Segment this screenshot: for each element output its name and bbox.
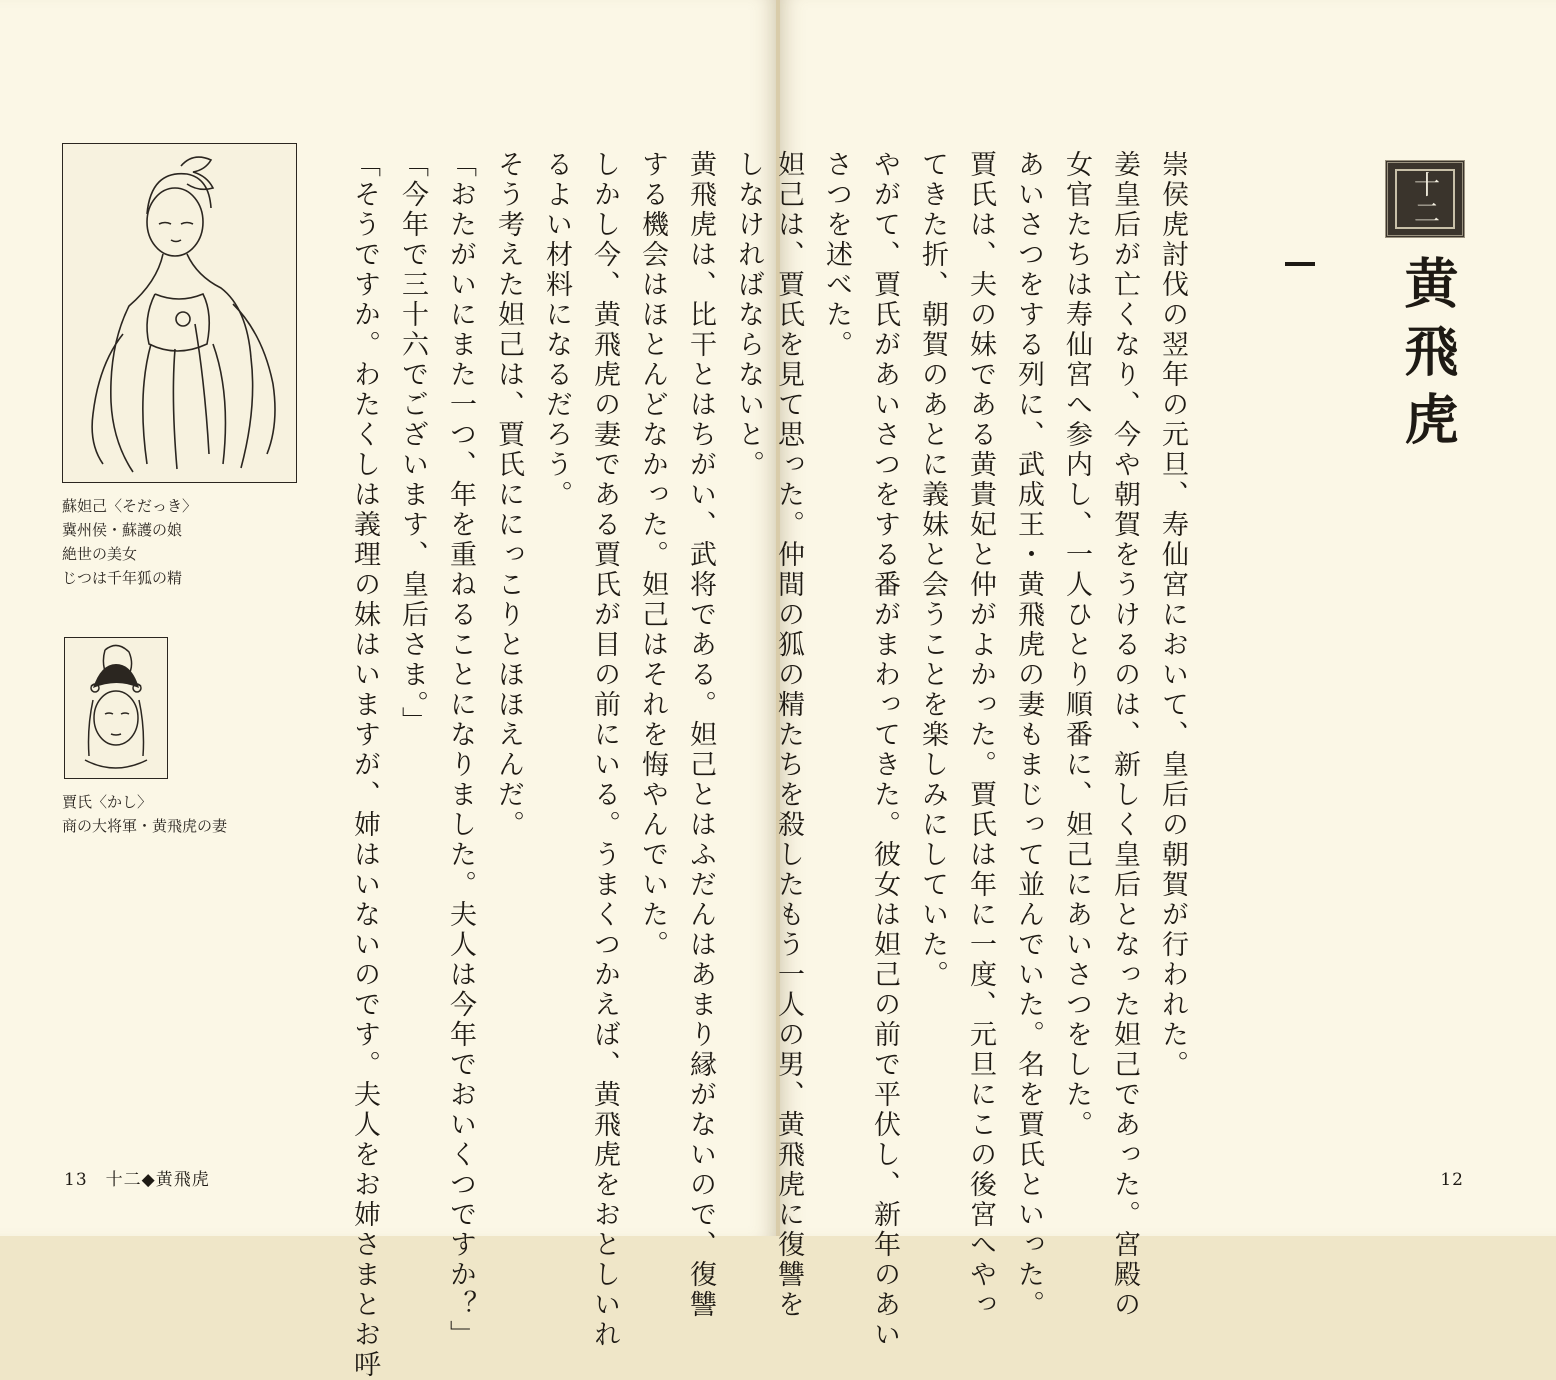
portrait-su-daji-caption <box>62 494 197 590</box>
portrait-jia-shi-caption <box>62 790 227 838</box>
left-page-body-text: しなければならないと。 黄飛虎は、比干とはちがい、武将である。妲己とはふだんはあまり縁がないので、復讐 する機会はほとんどなかった。妲己はそれを悔やんでいた。 しかし今、黄飛虎の妻である賈氏が目の前にいる。うまくつかえば、黄飛虎をおとしいれ るよい材料になるだろう。 そう考えた妲己は、賈氏ににっこりとほほえんだ。 「おたがいにまた一つ、年を重ねることになりました。夫人は今年でおいくつですか？」 「今年で三十六でございます、皇后さま。」 「そうですか。わたくしは義理の妹はいますが、姉はいないのです。夫人をお姉さまとお呼 <box>349 150 764 1380</box>
portrait-su-daji-icon <box>62 143 297 483</box>
section-marker <box>1285 262 1315 266</box>
left-page-folio: 13 十二◆黄飛虎 <box>64 1170 210 1190</box>
right-page <box>773 0 1556 1350</box>
portrait-su-daji-name: 蘇妲己〈そだっき〉 <box>62 497 198 515</box>
chapter-number-badge <box>1385 160 1465 238</box>
portrait-su-daji-line: 冀州侯・蘇護の娘 <box>62 521 183 539</box>
right-page-folio: 12 <box>1440 1170 1464 1190</box>
portrait-su-daji-line: じつは千年狐の精 <box>62 569 183 587</box>
portrait-su-daji-line: 絶世の美女 <box>62 545 138 563</box>
chapter-number: 十二 <box>1395 169 1455 229</box>
portrait-jia-shi-icon <box>64 637 168 779</box>
portrait-jia-shi-name: 賈氏〈かし〉 <box>62 793 153 811</box>
chapter-title: 黄飛虎 <box>1396 255 1460 459</box>
right-page-body-text: 崇侯虎討伐の翌年の元旦、寿仙宮において、皇后の朝賀が行われた。 姜皇后が亡くなり、今や朝賀をうけるのは、新しく皇后となった妲己であった。宮殿の 女官たちは寿仙宮へ参内し、一人ひとり順番に、妲己にあいさつをした。 あいさつをする列に、武成王・黄飛虎の妻もまじって並んでいた。名を賈氏といった。 賈氏は、夫の妹である黄貴妃と仲がよかった。賈氏は年に一度、元旦にこの後宮へやっ てきた折、朝賀のあとに義妹と会うことを楽しみにしていた。 やがて、賈氏があいさつをする番がまわってきた。彼女は妲己の前で平伏し、新年のあい さつを述べた。 妲己は、賈氏を見て思った。仲間の狐の精たちを殺したもう一人の男、黄飛虎に復讐を <box>773 150 1188 1350</box>
portrait-jia-shi-line: 商の大将軍・黄飛虎の妻 <box>62 817 228 835</box>
left-page <box>0 0 776 1380</box>
